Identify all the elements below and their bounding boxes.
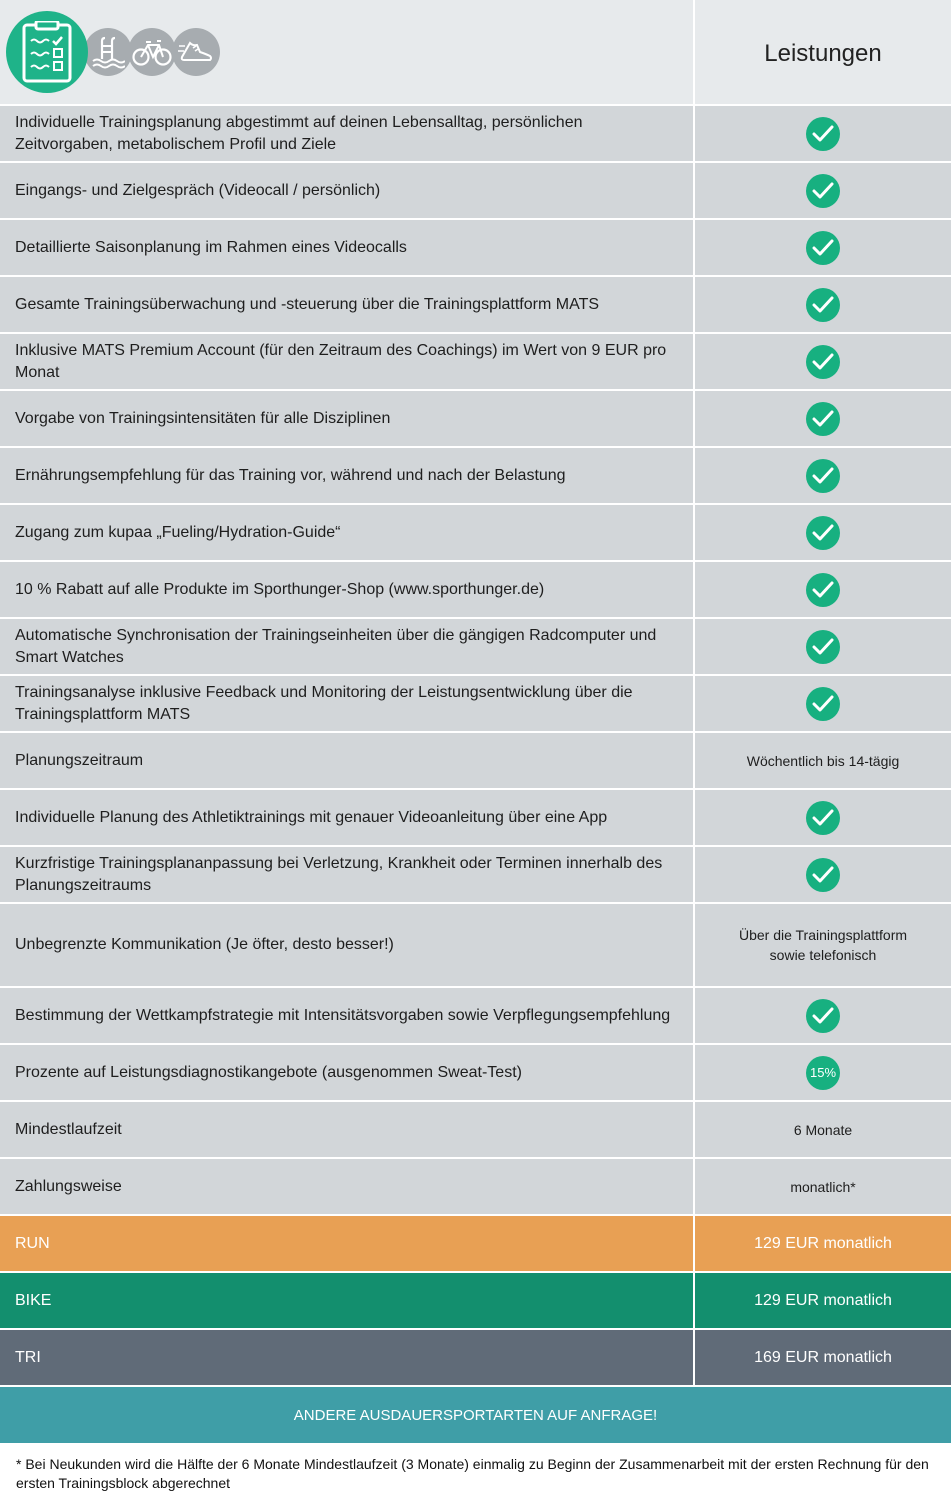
training-plan-icon [6, 11, 88, 93]
check-icon [806, 231, 840, 265]
feature-value [695, 334, 951, 389]
table-row [0, 106, 951, 163]
check-icon [806, 345, 840, 379]
plan-name: BIKE [0, 1273, 695, 1328]
feature-value [695, 847, 951, 902]
feature-value-text: Über die Trainingsplattform sowie telefonisch [738, 927, 908, 963]
feature-value [695, 904, 951, 986]
table-row [0, 1102, 951, 1159]
check-icon [806, 459, 840, 493]
feature-value [695, 277, 951, 332]
feature-value [695, 448, 951, 503]
table-row [0, 619, 951, 676]
plan-name: TRI [0, 1330, 695, 1385]
plan-name: RUN [0, 1216, 695, 1271]
feature-value [695, 106, 951, 161]
feature-value [695, 220, 951, 275]
table-row [0, 163, 951, 220]
cta-banner: ANDERE AUSDAUERSPORTARTEN AUF ANFRAGE! [0, 1387, 951, 1443]
swim-icon [84, 28, 132, 76]
check-icon [806, 630, 840, 664]
check-icon [806, 573, 840, 607]
feature-label: Prozente auf Leistungsdiagnostikangebote (ausgenommen Sweat-Test) [0, 1045, 695, 1100]
feature-label: Planungszeitraum [0, 733, 695, 788]
feature-label: Bestimmung der Wettkampfstrategie mit Intensitätsvorgaben sowie Verpflegungsempfehlung [0, 988, 695, 1043]
table-row [0, 676, 951, 733]
price-row-bike [0, 1273, 951, 1330]
feature-rows [0, 106, 951, 1216]
feature-label: Vorgabe von Trainingsintensitäten für alle Disziplinen [0, 391, 695, 446]
table-row [0, 277, 951, 334]
price-row-tri [0, 1330, 951, 1387]
feature-label: Kurzfristige Trainingsplananpassung bei Verletzung, Krankheit oder Terminen innerhalb des Planungszeitraums [0, 847, 695, 902]
header-icons-cell [0, 0, 695, 104]
table-row [0, 1159, 951, 1216]
bike-icon [128, 28, 176, 76]
feature-value [695, 562, 951, 617]
feature-label: Eingangs- und Zielgespräch (Videocall / persönlich) [0, 163, 695, 218]
discount-badge: 15% [806, 1056, 840, 1090]
feature-value [695, 1159, 951, 1214]
feature-value [695, 676, 951, 731]
feature-value [695, 619, 951, 674]
feature-label: Zahlungsweise [0, 1159, 695, 1214]
table-row [0, 988, 951, 1045]
feature-value [695, 733, 951, 788]
table-row [0, 505, 951, 562]
feature-value-text: Wöchentlich bis 14-tägig [746, 752, 900, 769]
table-row [0, 1045, 951, 1102]
table-row [0, 733, 951, 790]
plan-price: 129 EUR monatlich [754, 1234, 892, 1252]
feature-label: Zugang zum kupaa „Fueling/Hydration-Guide“ [0, 505, 695, 560]
feature-value [695, 391, 951, 446]
check-icon [806, 402, 840, 436]
feature-label: Individuelle Trainingsplanung abgestimmt auf deinen Lebensalltag, persönlichen Zeitvorgaben, metabolischem Profil und Ziele [0, 106, 695, 161]
table-row [0, 391, 951, 448]
feature-value-text: 6 Monate [793, 1121, 853, 1138]
feature-label: 10 % Rabatt auf alle Produkte im Sporthunger-Shop (www.sporthunger.de) [0, 562, 695, 617]
header-title: Leistungen [764, 40, 882, 67]
feature-label: Unbegrenzte Kommunikation (Je öfter, desto besser!) [0, 904, 695, 986]
check-icon [806, 516, 840, 550]
feature-value [695, 163, 951, 218]
feature-value [695, 1102, 951, 1157]
check-icon [806, 858, 840, 892]
table-row [0, 448, 951, 505]
sport-icons [6, 11, 220, 93]
price-rows [0, 1216, 951, 1387]
check-icon [806, 117, 840, 151]
table-row [0, 847, 951, 904]
plan-price: 129 EUR monatlich [754, 1291, 892, 1309]
check-icon [806, 174, 840, 208]
table-row [0, 562, 951, 619]
footnote: * Bei Neukunden wird die Hälfte der 6 Monate Mindestlaufzeit (3 Monate) einmalig zu Beginn der Zusammenarbeit mit der ersten Rechnung für den ersten Trainingsblock abgerechnet [16, 1456, 929, 1491]
table-row [0, 790, 951, 847]
run-shoe-icon [172, 28, 220, 76]
feature-value [695, 790, 951, 845]
check-icon [806, 801, 840, 835]
feature-label: Detaillierte Saisonplanung im Rahmen eines Videocalls [0, 220, 695, 275]
feature-label: Automatische Synchronisation der Trainingseinheiten über die gängigen Radcomputer und Smart Watches [0, 619, 695, 674]
check-icon [806, 999, 840, 1033]
feature-value [695, 988, 951, 1043]
price-row-run [0, 1216, 951, 1273]
feature-label: Mindestlaufzeit [0, 1102, 695, 1157]
feature-label: Gesamte Trainingsüberwachung und -steuerung über die Trainingsplattform MATS [0, 277, 695, 332]
check-icon [806, 288, 840, 322]
check-icon [806, 687, 840, 721]
table-row [0, 334, 951, 391]
plan-price: 169 EUR monatlich [754, 1348, 892, 1366]
table-header [0, 0, 951, 106]
feature-label: Individuelle Planung des Athletiktrainings mit genauer Videoanleitung über eine App [0, 790, 695, 845]
table-row [0, 220, 951, 277]
feature-label: Inklusive MATS Premium Account (für den Zeitraum des Coachings) im Wert von 9 EUR pro Monat [0, 334, 695, 389]
feature-value-text: monatlich* [790, 1178, 856, 1195]
table-row [0, 904, 951, 988]
feature-value [695, 1045, 951, 1100]
feature-label: Ernährungsempfehlung für das Training vor, während und nach der Belastung [0, 448, 695, 503]
feature-value [695, 505, 951, 560]
feature-label: Trainingsanalyse inklusive Feedback und Monitoring der Leistungsentwicklung über die Trainingsplattform MATS [0, 676, 695, 731]
